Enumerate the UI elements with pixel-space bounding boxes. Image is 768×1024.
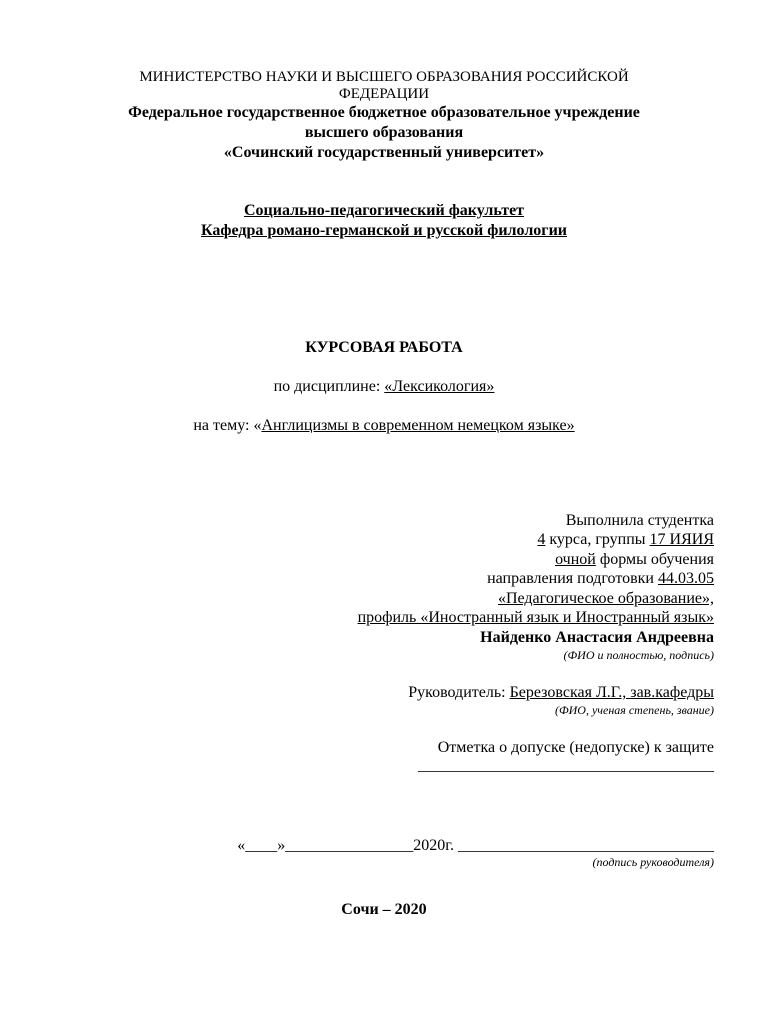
ministry-line-1: МИНИСТЕРСТВО НАУКИ И ВЫСШЕГО ОБРАЗОВАНИЯ РОССИЙСКОЙ xyxy=(139,69,629,85)
course-text: курса, группы xyxy=(545,531,650,548)
supervisor-name: Березовская Л.Г., зав.кафедры xyxy=(509,684,714,701)
department-name: Кафедра романо-германской и русской филологии xyxy=(201,222,567,239)
supervisor-line xyxy=(408,685,714,701)
performed-by: Выполнила студентка xyxy=(565,512,714,529)
direction-line xyxy=(487,571,714,587)
institution-line-2: высшего образования xyxy=(304,124,464,141)
admission-label: Отметка о допуске (недопуске) к защите xyxy=(437,739,714,756)
discipline-line xyxy=(0,379,768,395)
discipline-value: «Лексикология» xyxy=(384,378,495,395)
work-title: КУРСОВАЯ РАБОТА xyxy=(305,339,463,356)
signature-caption: (подпись руководителя) xyxy=(592,855,714,869)
institution-line-1: Федеральное государственное бюджетное образовательное учреждение xyxy=(128,104,640,121)
supervisor-caption: (ФИО, ученая степень, звание) xyxy=(554,703,714,717)
faculty-name: Социально-педагогический факультет xyxy=(243,202,525,219)
admission-blank: _____________________________________ xyxy=(418,757,714,774)
group-value: 17 ИЯИЯ xyxy=(649,531,714,548)
study-form-suffix: формы обучения xyxy=(595,551,714,568)
topic-prefix: на тему: « xyxy=(193,417,262,434)
profile-line: профиль «Иностранный язык и Иностранный язык» xyxy=(357,609,714,626)
discipline-prefix: по дисциплине: xyxy=(273,378,385,395)
student-full-name: Найденко Анастасия Андреевна xyxy=(480,629,714,646)
student-name-caption: (ФИО и полностью, подпись) xyxy=(563,648,714,662)
signature-date-line: «____»________________2020г. ________________________________ xyxy=(237,837,714,854)
topic-line xyxy=(0,418,768,434)
university-name: «Сочинский государственный университет» xyxy=(223,144,545,161)
study-form-value: очной xyxy=(555,551,596,568)
course-number: 4 xyxy=(537,531,546,548)
supervisor-label: Руководитель: xyxy=(408,684,510,701)
direction-name: «Педагогическое образование», xyxy=(497,590,714,607)
topic-value: Англицизмы в современном немецком языке» xyxy=(261,417,575,434)
ministry-line-2: ФЕДЕРАЦИИ xyxy=(338,86,430,102)
direction-prefix: направления подготовки xyxy=(487,570,658,587)
study-form-line xyxy=(555,552,714,568)
direction-code: 44.03.05 xyxy=(658,570,714,587)
course-group-line xyxy=(537,532,714,548)
city-year: Сочи – 2020 xyxy=(341,901,427,918)
